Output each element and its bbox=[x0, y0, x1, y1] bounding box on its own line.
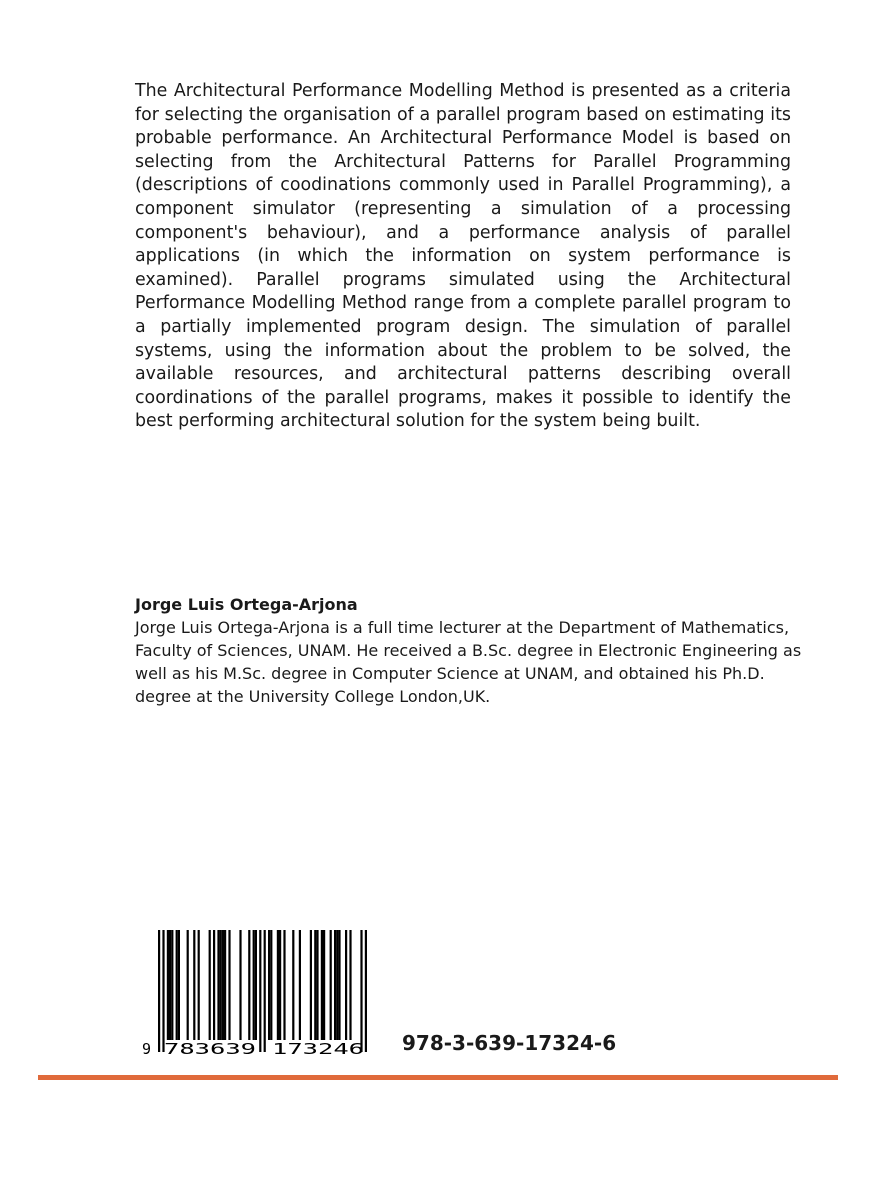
barcode-bar bbox=[323, 930, 325, 1040]
barcode-bar bbox=[334, 930, 336, 1040]
barcode-bar bbox=[209, 930, 211, 1040]
barcode-bar bbox=[321, 930, 323, 1040]
author-name: Jorge Luis Ortega-Arjona bbox=[135, 595, 358, 614]
isbn-number: 978-3-639-17324-6 bbox=[402, 1031, 617, 1055]
barcode-left-digits: 783639 bbox=[164, 1040, 256, 1056]
barcode-graphic bbox=[140, 926, 390, 1056]
barcode-bar bbox=[345, 930, 347, 1040]
author-section bbox=[135, 594, 815, 708]
author-bio: Jorge Luis Ortega-Arjona is a full time lecturer at the Department of Mathematics, Faculty of Sciences, UNAM. He received a B.Sc. degree in Electronic Engineering as well as his M.Sc. degree in Computer Science at UNAM, and obtained his Ph.D. degree at the University College London,UK. bbox=[135, 618, 802, 706]
isbn-barcode bbox=[140, 926, 390, 1056]
barcode-bar bbox=[349, 930, 351, 1040]
barcode-bar bbox=[360, 930, 362, 1052]
barcode-bar bbox=[338, 930, 340, 1040]
barcode-bar bbox=[171, 930, 173, 1040]
barcode-bar bbox=[310, 930, 312, 1040]
barcode-bar bbox=[283, 930, 285, 1040]
barcode-bar bbox=[220, 930, 222, 1040]
barcode-bar bbox=[292, 930, 294, 1040]
barcode-bar bbox=[264, 930, 266, 1052]
barcode-bar bbox=[222, 930, 224, 1040]
barcode-right-digits: 173246 bbox=[272, 1040, 364, 1056]
barcode-bar bbox=[193, 930, 195, 1040]
barcode-bar bbox=[239, 930, 241, 1040]
barcode-bar bbox=[279, 930, 281, 1040]
barcode-bar bbox=[224, 930, 226, 1040]
barcode-bar bbox=[158, 930, 160, 1052]
barcode-bar bbox=[270, 930, 272, 1040]
barcode-bar bbox=[365, 930, 367, 1052]
barcode-bar bbox=[316, 930, 318, 1040]
barcode-bar bbox=[217, 930, 219, 1040]
barcode-bar bbox=[299, 930, 301, 1040]
barcode-bar bbox=[228, 930, 230, 1040]
barcode-bar bbox=[259, 930, 261, 1052]
barcode-lead-digit: 9 bbox=[142, 1040, 152, 1056]
footer-rule bbox=[38, 1075, 838, 1080]
abstract-text: The Architectural Performance Modelling Method is presented as a criteria for selecting the organisation of a parallel program based on estimating its probable performance. An Architectural Performance Model is based on selecting from the Architectural Patterns for Parallel Programming (descriptions of coodinations commonly used in Parallel Programming), a component simulator (representing a simulation of a processing component's behaviour), and a performance analysis of parallel applications (in which the information on system performance is examined). Parallel programs simulated using the Architectural Performance Modelling Method range from a complete parallel program to a partially implemented program design. The simulation of parallel systems, using the information about the problem to be solved, the available resources, and architectural patterns describing overall coordinations of the parallel programs, makes it possible to identify the best performing architectural solution for the system being built. bbox=[135, 81, 791, 432]
barcode-bar bbox=[248, 930, 250, 1040]
barcode-bar bbox=[162, 930, 164, 1052]
barcode-bar bbox=[268, 930, 270, 1040]
barcode-bar bbox=[167, 930, 169, 1040]
barcode-bar bbox=[187, 930, 189, 1040]
barcode-bar bbox=[255, 930, 257, 1040]
barcode-bar bbox=[176, 930, 178, 1040]
barcode-bar bbox=[330, 930, 332, 1040]
barcode-bar bbox=[213, 930, 215, 1040]
barcode-bar bbox=[314, 930, 316, 1040]
barcode-bar bbox=[178, 930, 180, 1040]
barcode-bar bbox=[198, 930, 200, 1040]
barcode-bar bbox=[336, 930, 338, 1040]
barcode-bar bbox=[253, 930, 255, 1040]
barcode-bar bbox=[169, 930, 171, 1040]
barcode-bar bbox=[277, 930, 279, 1040]
